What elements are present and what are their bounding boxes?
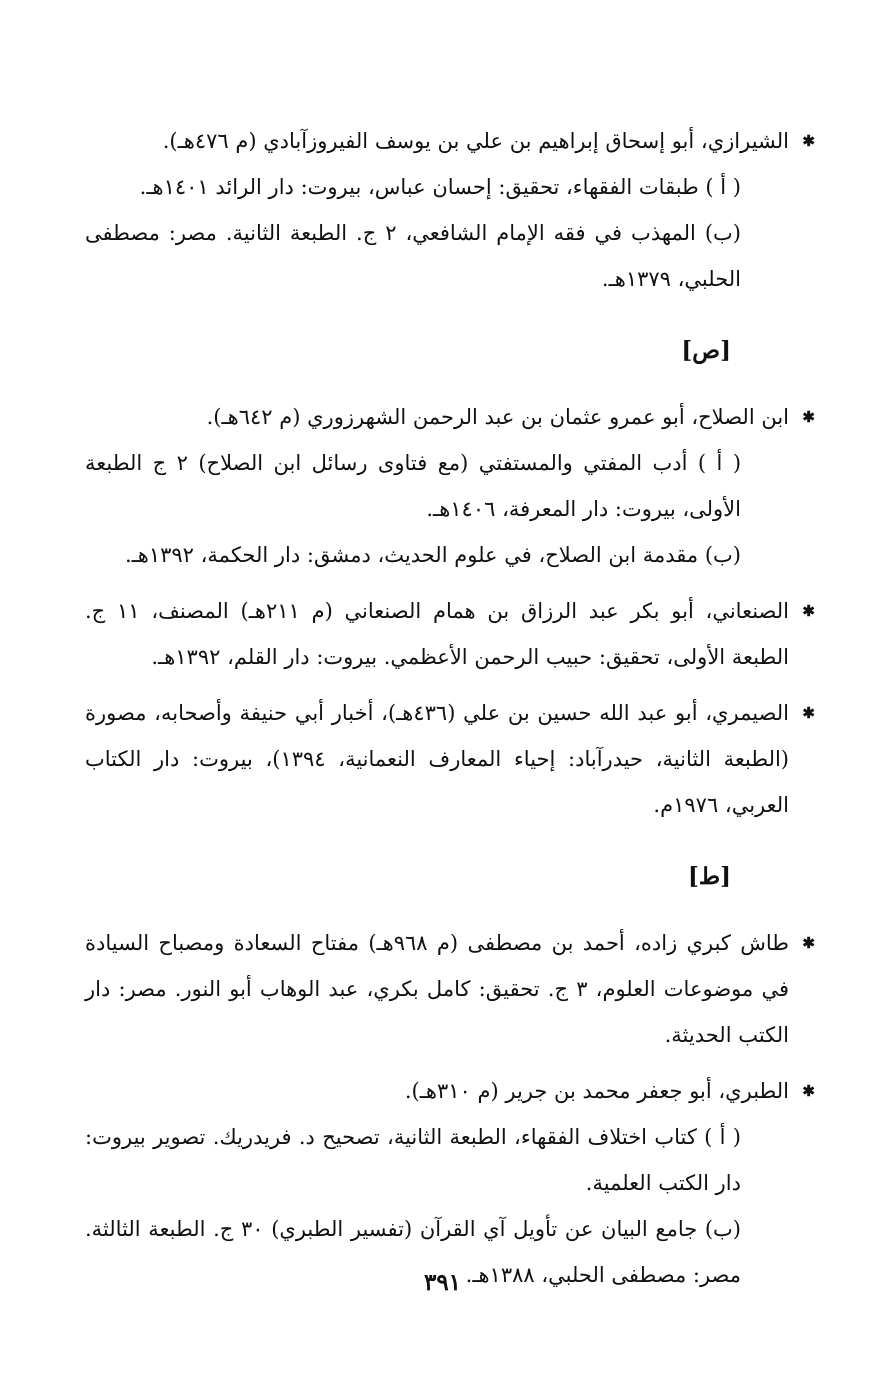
section-heading: [ط] (687, 863, 731, 890)
entry-work: (ب) جامع البيان عن تأويل آي القرآن (تفسير الطبري) ٣٠ ج. الطبعة الثالثة. مصر: مصطفى الحلبي، ١٣٨٨هـ. (85, 1217, 741, 1287)
entry-author: طاش كبري زاده، أحمد بن مصطفى (م ٩٦٨هـ) مفتاح السعادة ومصباح السيادة في موضوعات العلوم، ٣ ج. تحقيق: كامل بكري، عبد الوهاب أبو النور. مصر: دار الكتب الحديثة. (85, 931, 789, 1047)
bibliography-entry (85, 118, 813, 302)
bibliography-entry (85, 394, 813, 578)
entry-marker: ✱ (802, 602, 815, 620)
section-heading: [ص] (681, 337, 731, 364)
entry-author: الشيرازي، أبو إسحاق إبراهيم بن علي بن يوسف الفيروزآبادي (م ٤٧٦هـ). (162, 129, 789, 153)
bibliography-entry (85, 588, 813, 680)
entry-author: الطبري، أبو جعفر محمد بن جرير (م ٣١٠هـ). (404, 1079, 789, 1103)
entry-author: ابن الصلاح، أبو عمرو عثمان بن عبد الرحمن الشهرزوري (م ٦٤٢هـ). (206, 405, 789, 429)
entry-marker: ✱ (802, 132, 815, 150)
entry-work: ( أ ) طبقات الفقهاء، تحقيق: إحسان عباس، بيروت: دار الرائد ١٤٠١هـ. (139, 175, 741, 199)
entry-marker: ✱ (802, 934, 815, 952)
bibliography-entry (85, 920, 813, 1058)
entry-author: الصنعاني، أبو بكر عبد الرزاق بن همام الصنعاني (م ٢١١هـ) المصنف، ١١ ج. الطبعة الأولى، تحقيق: حبيب الرحمن الأعظمي. بيروت: دار القلم، ١٣٩٢هـ. (85, 599, 789, 669)
entry-work: ( أ ) كتاب اختلاف الفقهاء، الطبعة الثانية، تصحيح د. فريدريك. تصوير بيروت: دار الكتب العلمية. (85, 1125, 741, 1195)
entry-work: ( أ ) أدب المفتي والمستفتي (مع فتاوى رسائل ابن الصلاح) ٢ ج الطبعة الأولى، بيروت: دار المعرفة، ١٤٠٦هـ. (85, 451, 742, 521)
entry-work: (ب) المهذب في فقه الإمام الشافعي، ٢ ج. الطبعة الثانية. مصر: مصطفى الحلبي، ١٣٧٩هـ. (85, 221, 742, 291)
page-number: ٣٩١ (423, 1269, 462, 1296)
bibliography-entry (85, 1068, 813, 1298)
entry-work: (ب) مقدمة ابن الصلاح، في علوم الحديث، دمشق: دار الحكمة، ١٣٩٢هـ. (124, 543, 741, 567)
bibliography-list (85, 118, 813, 1298)
entry-marker: ✱ (802, 1082, 815, 1100)
bibliography-entry (85, 690, 813, 828)
entry-author: الصيمري، أبو عبد الله حسين بن علي (٤٣٦هـ)، أخبار أبي حنيفة وأصحابه، مصورة (الطبعة الثانية، حيدرآباد: إحياء المعارف النعمانية، ١٣٩٤)، بيروت: دار الكتاب العربي، ١٩٧٦م. (85, 701, 789, 817)
entry-marker: ✱ (802, 704, 815, 722)
entry-marker: ✱ (802, 408, 815, 426)
